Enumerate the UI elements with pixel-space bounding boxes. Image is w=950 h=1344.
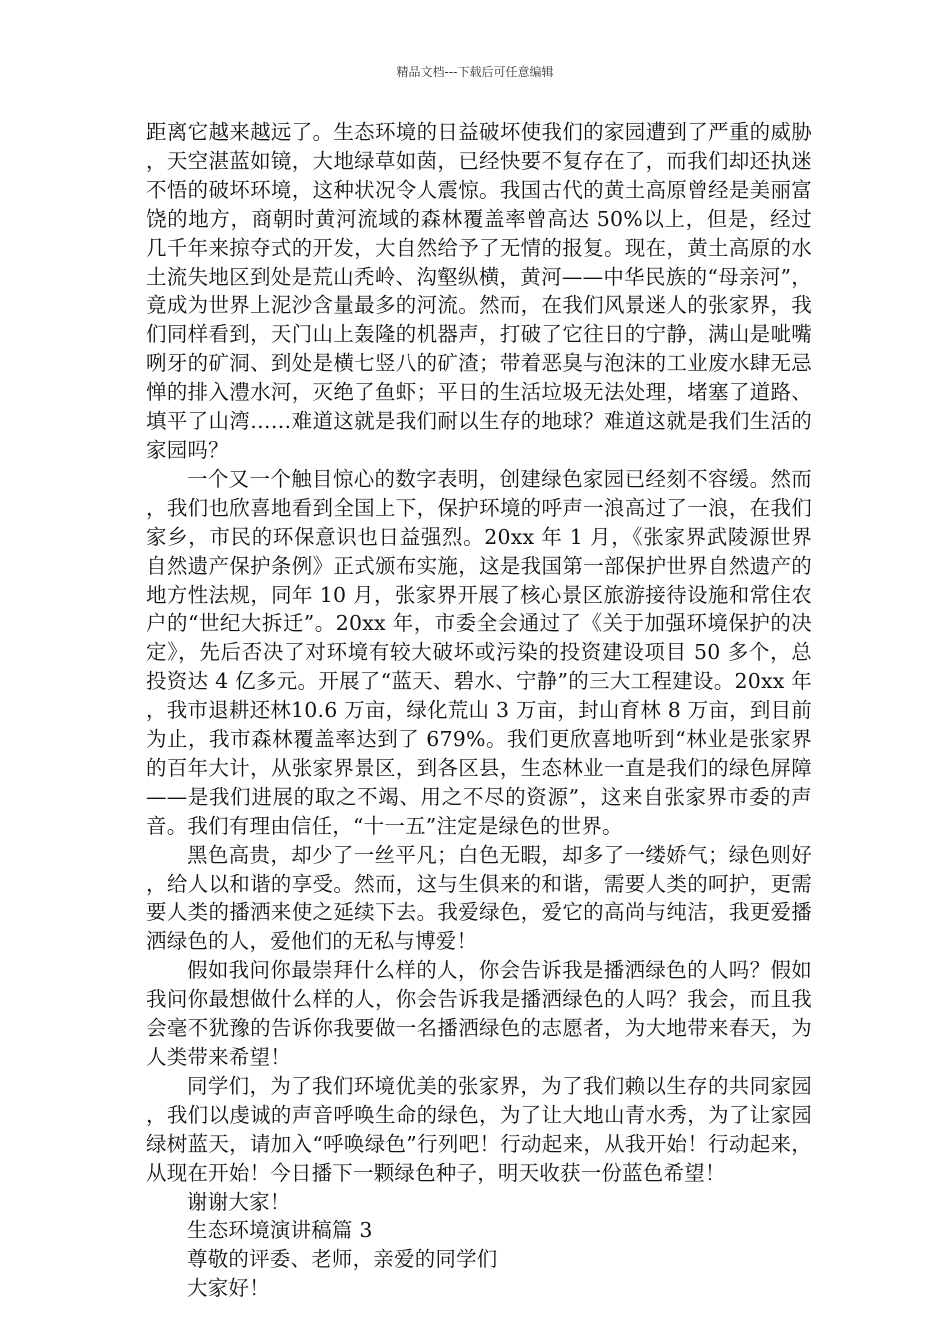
section-title: 生态环境演讲稿篇 3 bbox=[187, 1218, 373, 1243]
greeting: 大家好！ bbox=[187, 1276, 270, 1301]
paragraph-3: 黑色高贵，却少了一丝平凡；白色无暇，却多了一缕娇气；绿色则好，给人以和谐的享受。然而，这与生俱来的和谐，需要人类的呵护，更需要人类的播洒来使之延续下去。我爱绿色，爱它的高尚与纯洁，我更爱播洒绿色的人，爱他们的无私与博爱！ bbox=[146, 842, 812, 954]
paragraph-1: 距离它越来越远了。生态环境的日益破坏使我们的家园遭到了严重的威胁，天空湛蓝如镜，大地绿草如茵，已经快要不复存在了，而我们却还执迷不悟的破坏环境，这种状况令人震惊。我国古代的黄土高原曾经是美丽富饶的地方，商朝时黄河流域的森林覆盖率曾高达 50%以上，但是，经过几千年来掠夺式的开发，大自然给予了无情的报复。现在，黄土高原的水土流失地区到处是荒山秃岭、沟壑纵横，黄河——中华民族的“母亲河”，竟成为世界上泥沙含量最多的河流。然而，在我们风景迷人的张家界，我们同样看到，天门山上轰隆的机器声，打破了它往日的宁静，满山是呲嘴咧牙的矿洞、到处是横七竖八的矿渣；带着恶臭与泡沫的工业废水肆无忌惮的排入澧水河，灭绝了鱼虾；平日的生活垃圾无法处理，堵塞了道路、填平了山湾……难道这就是我们耐以生存的地球？难道这就是我们生活的家园吗？ bbox=[146, 120, 812, 462]
paragraph-2: 一个又一个触目惊心的数字表明，创建绿色家园已经刻不容缓。然而，我们也欣喜地看到全国上下，保护环境的呼声一浪高过了一浪，在我们家乡，市民的环保意识也日益强烈。20xx 年 1 月，《张家界武陵源世界自然遗产保护条例》正式颁布实施，这是我国第一部保护世界自然遗产的地方性法规，同年 10 月，张家界开展了核心景区旅游接待设施和常住农户的“世纪大拆迁”。20xx 年，市委全会通过了《关于加强环境保护的决定》，先后否决了对环境有较大破坏或污染的投资建设项目 50 多个，总投资达 4 亿多元。开展了“蓝天、碧水、宁静”的三大工程建设。20xx 年，我市退耕还林10.6 万亩，绿化荒山 3 万亩，封山育林 8 万亩，到目前为止，我市森林覆盖率达到了 679%。我们更欣喜地听到“林业是张家界的百年大计，从张家界景区，到各区县，生态林业一直是我们的绿色屏障——是我们进展的取之不竭、用之不尽的资源”，这来自张家界市委的声音。我们有理由信任，“十一五”注定是绿色的世界。 bbox=[146, 466, 812, 838]
paragraph-4: 假如我问你最崇拜什么样的人，你会告诉我是播洒绿色的人吗？假如我问你最想做什么样的人，你会告诉我是播洒绿色的人吗？我会，而且我会毫不犹豫的告诉你我要做一名播洒绿色的志愿者，为大地带来春天，为人类带来希望！ bbox=[146, 958, 812, 1069]
salutation: 尊敬的评委、老师，亲爱的同学们 bbox=[187, 1247, 498, 1272]
page-header: 精品文档---下载后可任意编辑 bbox=[396, 65, 554, 79]
document-body bbox=[146, 118, 812, 1303]
paragraph-5: 同学们，为了我们环境优美的张家界，为了我们赖以生存的共同家园，我们以虔诚的声音呼唤生命的绿色，为了让大地山青水秀，为了让家园绿树蓝天，请加入“呼唤绿色”行列吧！行动起来，从我开始！行动起来，从现在开始！今日播下一颗绿色种子，明天收获一份蓝色希望！ bbox=[146, 1073, 812, 1185]
closing-thanks: 谢谢大家！ bbox=[187, 1189, 291, 1214]
